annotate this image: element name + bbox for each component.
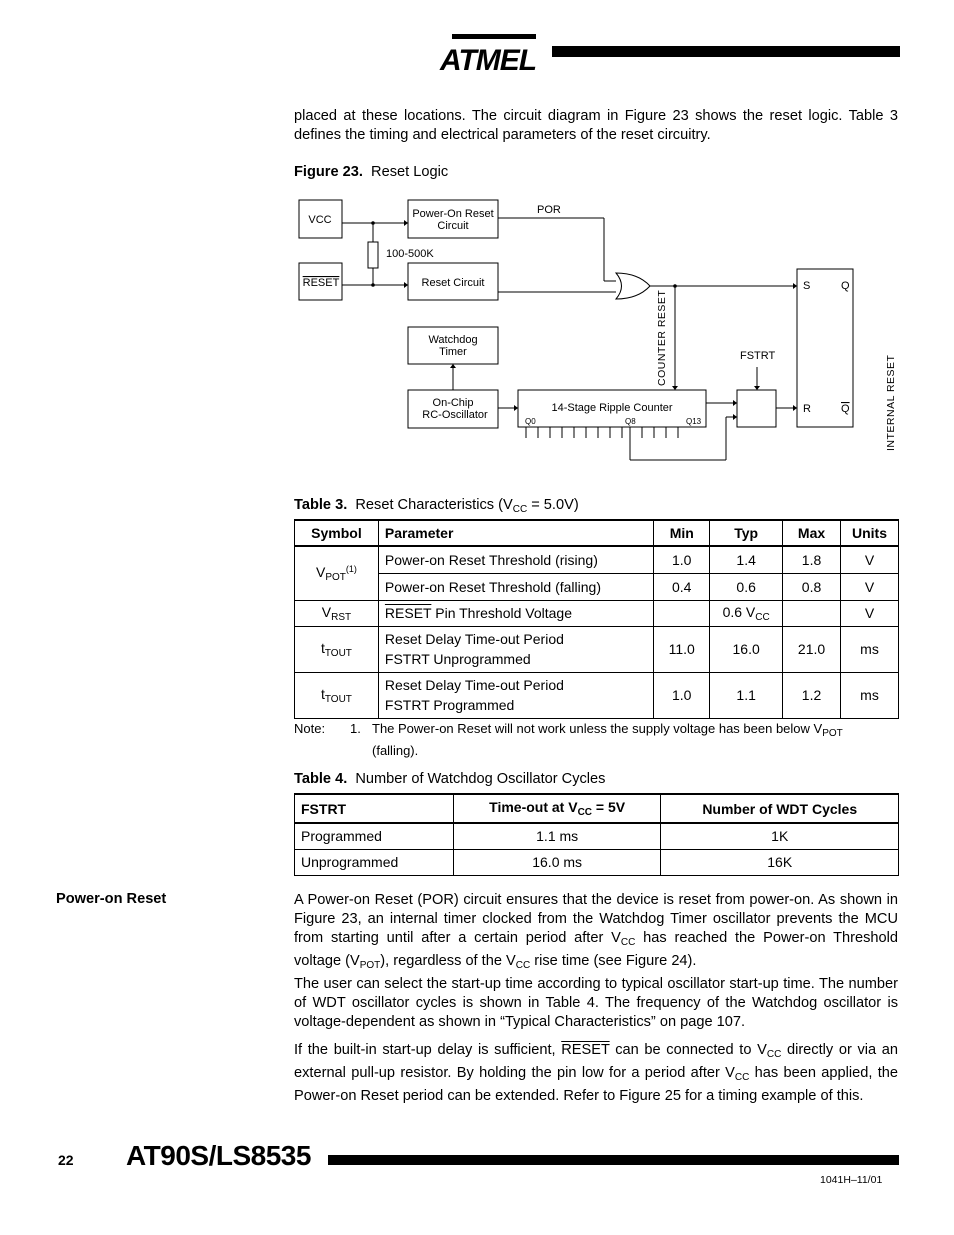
counter-reset-label: COUNTER RESET	[656, 289, 668, 386]
resistor	[368, 242, 378, 268]
document-title: AT90S/LS8535	[126, 1140, 311, 1171]
section-heading: Power-on Reset	[56, 891, 167, 907]
figure-caption	[294, 164, 448, 180]
ff-r-label: R	[803, 403, 811, 415]
figure-label: Figure 23.	[294, 164, 363, 180]
reset-pin-label: RESET	[302, 277, 340, 289]
table-header-row: FSTRT Time-out at $V_{CC} = 5V$ Number of WDT Cycles	[295, 794, 899, 823]
table-row: Programmed 1.1 ms 1K	[295, 823, 899, 849]
intro-paragraph: placed at these locations. The circuit diagram in Figure 23 shows the reset logic. Table 3 defines the timing and electrical parameters of the reset circuitry.	[294, 108, 898, 143]
reset-logic-diagram	[294, 195, 904, 465]
resistor-label: 100-500K	[386, 248, 434, 260]
table-row: $V_{POT}^{(1)}$ Power-on Reset Threshold (rising) 1.0 1.4 1.8 V	[295, 546, 899, 573]
footer-rule	[328, 1155, 899, 1165]
arrow	[404, 220, 408, 226]
watchdog-label-1: Watchdog	[428, 334, 478, 346]
table4-caption: Table 4. Number of Watchdog Oscillator Cycles	[294, 771, 606, 787]
por-paragraph-2: The user can select the start-up time according to typical oscillator start-up time. The number of WDT oscillator cycles is shown in Table 4. The frequency of the Watchdog oscillator is voltage-dependent as shown in “Typical Characteristics” on page 107.	[294, 976, 898, 1030]
table-header-row: Symbol Parameter Min Typ Max Units	[295, 520, 899, 546]
q0-label: Q0	[525, 417, 536, 426]
reset-circuit-label: Reset Circuit	[421, 277, 485, 289]
watchdog-label-2: Timer	[439, 346, 467, 358]
por-paragraph-1: A Power-on Reset (POR) circuit ensures that the device is reset from power-on. As shown in Figure 23, an internal timer clocked from the Watchdog Timer oscillator prevents the MCU from starting until after a certain period after $V_{CC}$ has reached the Power-on Threshold voltage $(V_{POT})$, regardless of the $V_{CC}$ rise time (see Figure 24).	[294, 892, 898, 971]
por-circuit-label-1: Power-On Reset	[412, 208, 494, 220]
atmel-logo	[436, 26, 540, 78]
watchdog-cycles-table	[294, 793, 899, 876]
oscillator-label-1: On-Chip	[432, 397, 474, 409]
table-row: $V_{RST}$ RESET Pin Threshold Voltage 0.6 $V_{CC}$ V	[295, 600, 899, 626]
header-rule	[552, 46, 900, 57]
ff-qbar-label: Q	[841, 403, 850, 415]
por-paragraph-3: If the built-in start-up delay is sufficient, RESET can be connected to $V_{CC}$ directly or via an external pull-up resistor. By holding the pin low for a period after $V_{CC}$ has been applied, the Power-on Reset period can be extended. Refer to Figure 25 for a timing example of this.	[294, 1042, 899, 1104]
fstrt-label: FSTRT	[740, 350, 776, 362]
logo-text: ATMEL	[440, 44, 537, 77]
figure-title: Reset Logic	[371, 164, 449, 180]
table-row: $t_{TOUT}$ Reset Delay Time-out Period FSTRT Unprogrammed 11.0 16.0 21.0 ms	[295, 626, 899, 672]
or-gate	[616, 273, 650, 299]
table3-note: Note: 1. The Power-on Reset will not work unless the supply voltage has been below $V_{POT}$ (falling).	[294, 721, 843, 758]
por-signal-label: POR	[537, 204, 561, 216]
counter-label: 14-Stage Ripple Counter	[551, 402, 673, 414]
fstrt-latch-box	[737, 390, 776, 427]
q13-label: Q13	[686, 417, 702, 426]
por-circuit-label-2: Circuit	[437, 220, 469, 232]
document-code: 1041H–11/01	[820, 1174, 883, 1186]
internal-reset-label: INTERNAL RESET	[885, 354, 897, 451]
table-row: $t_{TOUT}$ Reset Delay Time-out Period FSTRT Programmed 1.0 1.1 1.2 ms	[295, 672, 899, 718]
oscillator-label-2: RC-Oscillator	[422, 409, 488, 421]
q8-label: Q8	[625, 417, 636, 426]
table-row: Power-on Reset Threshold (falling) 0.4 0.6 0.8 V	[295, 573, 899, 600]
table-row: Unprogrammed 16.0 ms 16K	[295, 849, 899, 875]
page-number: 22	[58, 1152, 74, 1168]
ff-s-label: S	[803, 280, 811, 292]
vcc-label: VCC	[308, 214, 332, 226]
reset-characteristics-table	[294, 519, 899, 719]
ff-q-label: Q	[841, 280, 850, 292]
table3-caption: Table 3. Reset Characteristics $(V_{CC} = 5.0V)$	[294, 497, 579, 515]
